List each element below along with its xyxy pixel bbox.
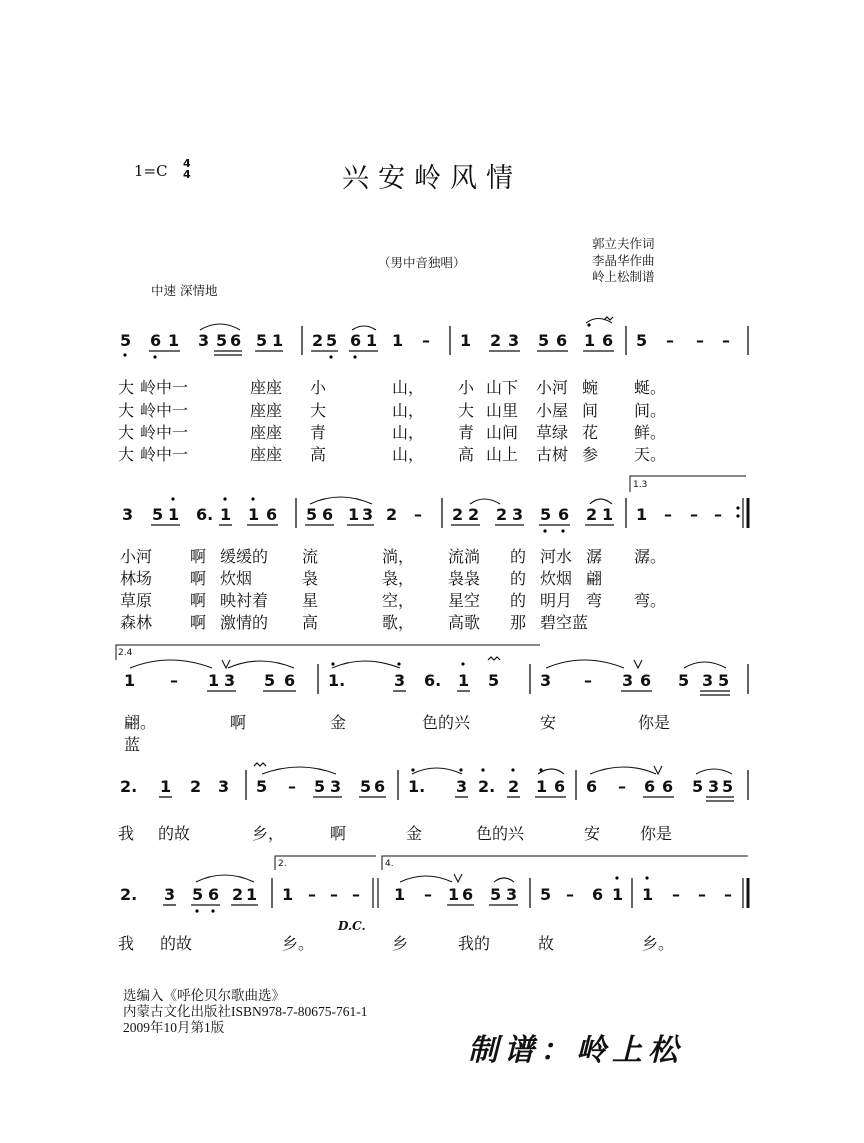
svg-text:1.: 1.	[408, 777, 426, 796]
svg-text:2: 2	[468, 505, 480, 524]
svg-text:3: 3	[622, 671, 634, 690]
svg-text:2: 2	[496, 505, 508, 524]
svg-text:–: –	[566, 885, 574, 904]
svg-text:1: 1	[248, 505, 260, 524]
svg-text:5: 5	[636, 331, 648, 350]
svg-text:2: 2	[190, 777, 202, 796]
svg-text:5: 5	[538, 331, 550, 350]
svg-text:5: 5	[120, 331, 132, 350]
svg-text:–: –	[696, 331, 704, 350]
svg-text:–: –	[330, 885, 338, 904]
lyric-line: 大 岭中一 座座 青 山， 青 山间 草绿 花 鲜。	[118, 423, 667, 442]
svg-text:6: 6	[462, 885, 474, 904]
svg-text:6: 6	[586, 777, 598, 796]
lyric-line: 蓝	[124, 735, 141, 754]
arranger-signature: 制谱：岭上松	[468, 1033, 684, 1068]
svg-text:2.: 2.	[120, 885, 138, 904]
svg-text:5: 5	[692, 777, 704, 796]
svg-text:5: 5	[488, 671, 500, 690]
svg-text:2: 2	[508, 777, 520, 796]
svg-text:3: 3	[164, 885, 176, 904]
lyric-line: 草原 啊 映衬着 星 空， 星空 的 明月 弯 弯。	[120, 591, 667, 610]
notation-row-3	[116, 645, 748, 695]
svg-text:1: 1	[348, 505, 360, 524]
svg-text:1: 1	[160, 777, 172, 796]
notation-row-4	[120, 763, 748, 801]
lyric-line: 大 岭中一 座座 大 山， 大 山里 小屋 间 间。	[118, 401, 667, 420]
svg-text:6: 6	[662, 777, 674, 796]
svg-text:–: –	[666, 331, 674, 350]
svg-text:6: 6	[266, 505, 278, 524]
volta-2-4: 2.4	[118, 648, 133, 658]
svg-text:2: 2	[232, 885, 244, 904]
svg-text:–: –	[722, 331, 730, 350]
svg-text:–: –	[422, 331, 430, 350]
svg-text:1: 1	[168, 331, 180, 350]
arranger: 岭上松制谱	[592, 269, 655, 284]
svg-text:6: 6	[556, 331, 568, 350]
svg-text:3: 3	[702, 671, 714, 690]
svg-text:1: 1	[458, 671, 470, 690]
svg-text:1: 1	[124, 671, 136, 690]
svg-text:5: 5	[722, 777, 734, 796]
svg-text:1: 1	[366, 331, 378, 350]
svg-text:–: –	[698, 885, 706, 904]
svg-text:1: 1	[448, 885, 460, 904]
svg-text:5: 5	[152, 505, 164, 524]
lyric-line: 大 岭中一 座座 小 山， 小 山下 小河 蜿 蜒。	[118, 378, 667, 397]
svg-text:6.: 6.	[424, 671, 442, 690]
da-capo-marking: D.C.	[338, 919, 366, 933]
svg-text:–: –	[618, 777, 626, 796]
svg-text:1: 1	[460, 331, 472, 350]
svg-text:1.: 1.	[328, 671, 346, 690]
svg-text:6: 6	[208, 885, 220, 904]
svg-text:6: 6	[350, 331, 362, 350]
lyric-line: 林场 啊 炊烟 袅 袅， 袅袅 的 炊烟 翩	[120, 569, 603, 588]
svg-text:6: 6	[284, 671, 296, 690]
svg-text:6.: 6.	[196, 505, 214, 524]
notation-row-1	[120, 317, 748, 359]
notation-row-2	[122, 476, 748, 533]
svg-text:1: 1	[208, 671, 220, 690]
svg-text:1: 1	[636, 505, 648, 524]
svg-text:2: 2	[586, 505, 598, 524]
svg-text:–: –	[288, 777, 296, 796]
svg-text:5: 5	[718, 671, 730, 690]
svg-text:6: 6	[644, 777, 656, 796]
svg-text:3: 3	[508, 331, 520, 350]
svg-text:2: 2	[452, 505, 464, 524]
svg-text:–: –	[170, 671, 178, 690]
volta-4: 4.	[385, 859, 394, 869]
svg-text:1: 1	[272, 331, 284, 350]
lyric-line: 翩。 啊 金 色的兴 安 你是	[124, 713, 671, 732]
time-signature: 4 4	[183, 157, 191, 181]
svg-text:–: –	[714, 505, 722, 524]
svg-text:2: 2	[386, 505, 398, 524]
svg-text:–: –	[308, 885, 316, 904]
svg-text:3: 3	[362, 505, 374, 524]
svg-text:3: 3	[394, 671, 406, 690]
publication-info: 选编入《呼伦贝尔歌曲选》 内蒙古文化出版社ISBN978-7-80675-761-1 2009年10月第1版	[123, 988, 368, 1035]
key-signature: 1=C	[134, 162, 168, 180]
volta-1-3: 1.3	[633, 480, 648, 490]
svg-text:3: 3	[506, 885, 518, 904]
svg-text:1: 1	[220, 505, 232, 524]
svg-text:1: 1	[282, 885, 294, 904]
lyric-line: 我 的故 乡， 啊 金 色的兴 安 你是	[118, 824, 673, 843]
svg-text:1: 1	[602, 505, 614, 524]
svg-text:1: 1	[612, 885, 624, 904]
svg-text:3: 3	[708, 777, 720, 796]
svg-text:6: 6	[554, 777, 566, 796]
svg-text:5: 5	[216, 331, 228, 350]
svg-text:5: 5	[192, 885, 204, 904]
svg-text:5: 5	[256, 331, 268, 350]
svg-text:3: 3	[122, 505, 134, 524]
lyric-line: 森林 啊 激情的 高 歌， 高歌 那 碧空蓝	[120, 613, 589, 632]
svg-text:5: 5	[326, 331, 338, 350]
svg-text:–: –	[672, 885, 680, 904]
svg-text:1: 1	[246, 885, 258, 904]
svg-text:–: –	[664, 505, 672, 524]
lyric-line: 大 岭中一 座座 高 山， 高 山上 古树 参 天。	[118, 445, 667, 464]
svg-text:5: 5	[360, 777, 372, 796]
lyric-line: 我 的故 乡。 乡 我的 故 乡。	[118, 934, 675, 953]
svg-text:3: 3	[540, 671, 552, 690]
svg-text:1: 1	[392, 331, 404, 350]
svg-text:6: 6	[322, 505, 334, 524]
svg-text:6: 6	[374, 777, 386, 796]
svg-text:3: 3	[512, 505, 524, 524]
svg-text:2.: 2.	[120, 777, 138, 796]
svg-text:2: 2	[490, 331, 502, 350]
svg-text:1: 1	[394, 885, 406, 904]
svg-text:5: 5	[264, 671, 276, 690]
svg-text:–: –	[690, 505, 698, 524]
svg-text:5: 5	[540, 505, 552, 524]
tempo-marking: 中速 深情地	[151, 283, 218, 298]
composer: 李晶华作曲	[592, 252, 655, 268]
svg-text:3: 3	[198, 331, 210, 350]
svg-text:1: 1	[584, 331, 596, 350]
svg-text:5: 5	[678, 671, 690, 690]
svg-text:6: 6	[150, 331, 162, 350]
svg-text:2.: 2.	[478, 777, 496, 796]
voice-type: （男中音独唱）	[378, 255, 466, 270]
svg-text:6: 6	[558, 505, 570, 524]
svg-text:6: 6	[640, 671, 652, 690]
svg-text:6: 6	[592, 885, 604, 904]
svg-text:1: 1	[642, 885, 654, 904]
svg-text:6: 6	[230, 331, 242, 350]
notation-row-5	[120, 856, 748, 933]
svg-text:–: –	[352, 885, 360, 904]
svg-text:–: –	[424, 885, 432, 904]
svg-text:–: –	[724, 885, 732, 904]
svg-text:5: 5	[314, 777, 326, 796]
volta-2: 2.	[278, 859, 287, 869]
svg-text:5: 5	[256, 777, 268, 796]
svg-text:3: 3	[224, 671, 236, 690]
lyric-line: 小河 啊 缓缓的 流 淌， 流淌 的 河水 潺 潺。	[120, 547, 667, 566]
svg-text:3: 3	[456, 777, 468, 796]
svg-text:5: 5	[490, 885, 502, 904]
svg-text:3: 3	[330, 777, 342, 796]
lyricist: 郭立夫作词	[592, 236, 655, 251]
svg-text:1: 1	[536, 777, 548, 796]
svg-text:6: 6	[602, 331, 614, 350]
svg-text:–: –	[584, 671, 592, 690]
svg-text:2: 2	[312, 331, 324, 350]
svg-text:5: 5	[540, 885, 552, 904]
svg-text:1: 1	[168, 505, 180, 524]
svg-text:3: 3	[218, 777, 230, 796]
svg-text:5: 5	[306, 505, 318, 524]
song-title: 兴安岭风情	[342, 163, 522, 194]
svg-text:–: –	[414, 505, 422, 524]
